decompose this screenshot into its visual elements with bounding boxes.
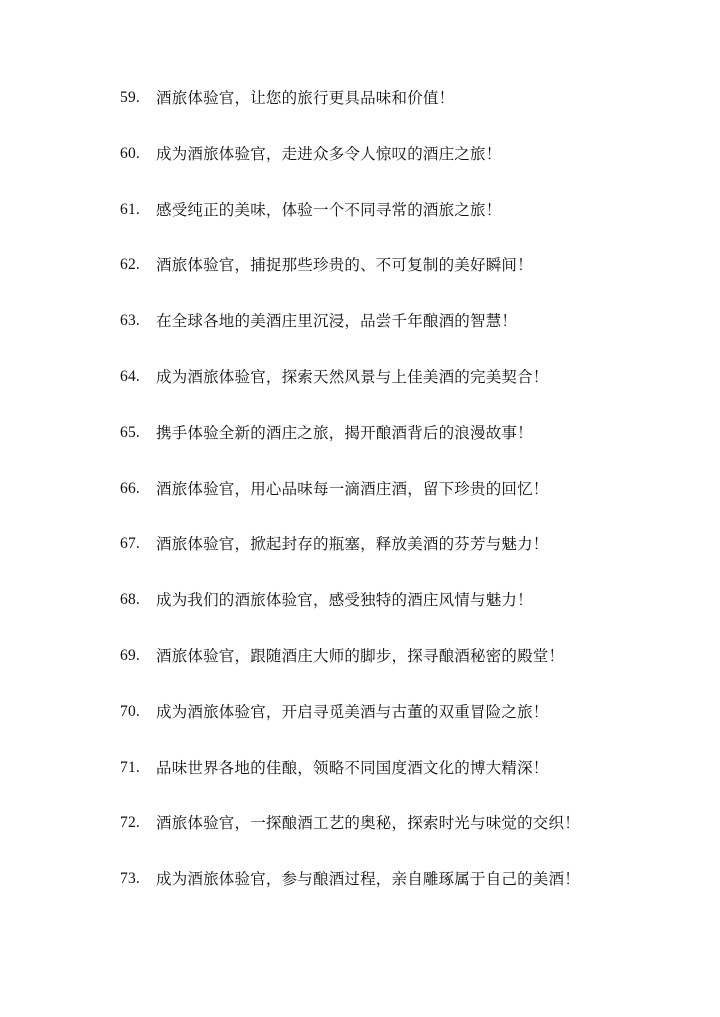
item-number: 67. bbox=[120, 535, 140, 553]
item-text: 感受纯正的美味，体验一个不同寻常的酒旅之旅！ bbox=[156, 200, 502, 219]
list-item bbox=[120, 196, 680, 252]
item-number: 66. bbox=[120, 479, 140, 497]
item-text: 成为酒旅体验官，开启寻觅美酒与古董的双重冒险之旅！ bbox=[156, 702, 549, 721]
list-item bbox=[120, 307, 680, 363]
item-number: 62. bbox=[120, 256, 140, 274]
item-text: 酒旅体验官，掀起封存的瓶塞，释放美酒的芬芳与魅力！ bbox=[156, 535, 549, 554]
item-number: 69. bbox=[120, 646, 140, 664]
item-number: 73. bbox=[120, 870, 140, 888]
item-text: 携手体验全新的酒庄之旅，揭开酿酒背后的浪漫故事！ bbox=[156, 423, 533, 442]
item-text: 品味世界各地的佳酿，领略不同国度酒文化的博大精深！ bbox=[156, 758, 549, 777]
item-number: 60. bbox=[120, 144, 140, 162]
list-item bbox=[120, 475, 680, 531]
list-item bbox=[120, 251, 680, 307]
item-number: 65. bbox=[120, 423, 140, 441]
list-item bbox=[120, 809, 680, 865]
item-text: 酒旅体验官，一探酿酒工艺的奥秘，探索时光与味觉的交织！ bbox=[156, 814, 580, 833]
item-number: 68. bbox=[120, 591, 140, 609]
item-number: 59. bbox=[120, 89, 140, 106]
list-item bbox=[120, 419, 680, 475]
item-number: 71. bbox=[120, 758, 140, 776]
item-text: 成为酒旅体验官，走进众多令人惊叹的酒庄之旅！ bbox=[156, 144, 502, 163]
item-text: 成为酒旅体验官，参与酿酒过程，亲自雕琢属于自己的美酒！ bbox=[156, 870, 580, 889]
item-text: 酒旅体验官，跟随酒庄大师的脚步，探寻酿酒秘密的殿堂！ bbox=[156, 646, 565, 665]
item-number: 61. bbox=[120, 200, 140, 218]
list-item bbox=[120, 642, 680, 698]
item-number: 72. bbox=[120, 814, 140, 832]
item-number: 70. bbox=[120, 702, 140, 720]
list-item bbox=[120, 140, 680, 196]
item-text: 在全球各地的美酒庄里沉浸，品尝千年酿酒的智慧！ bbox=[156, 312, 518, 331]
item-text: 成为我们的酒旅体验官，感受独特的酒庄风情与魅力！ bbox=[156, 591, 533, 610]
list-item bbox=[120, 363, 680, 419]
list-item bbox=[120, 698, 680, 754]
item-text: 酒旅体验官，捕捉那些珍贵的、不可复制的美好瞬间！ bbox=[156, 256, 533, 275]
list-item bbox=[120, 84, 680, 140]
slogan-list bbox=[120, 84, 680, 921]
list-item bbox=[120, 754, 680, 810]
item-text: 酒旅体验官，用心品味每一滴酒庄酒，留下珍贵的回忆！ bbox=[156, 479, 549, 498]
item-number: 63. bbox=[120, 312, 140, 330]
list-item bbox=[120, 530, 680, 586]
list-item bbox=[120, 586, 680, 642]
item-text: 酒旅体验官，让您的旅行更具品味和价值！ bbox=[156, 89, 455, 107]
list-item bbox=[120, 865, 680, 921]
item-number: 64. bbox=[120, 367, 140, 385]
item-text: 成为酒旅体验官，探索天然风景与上佳美酒的完美契合！ bbox=[156, 367, 549, 386]
